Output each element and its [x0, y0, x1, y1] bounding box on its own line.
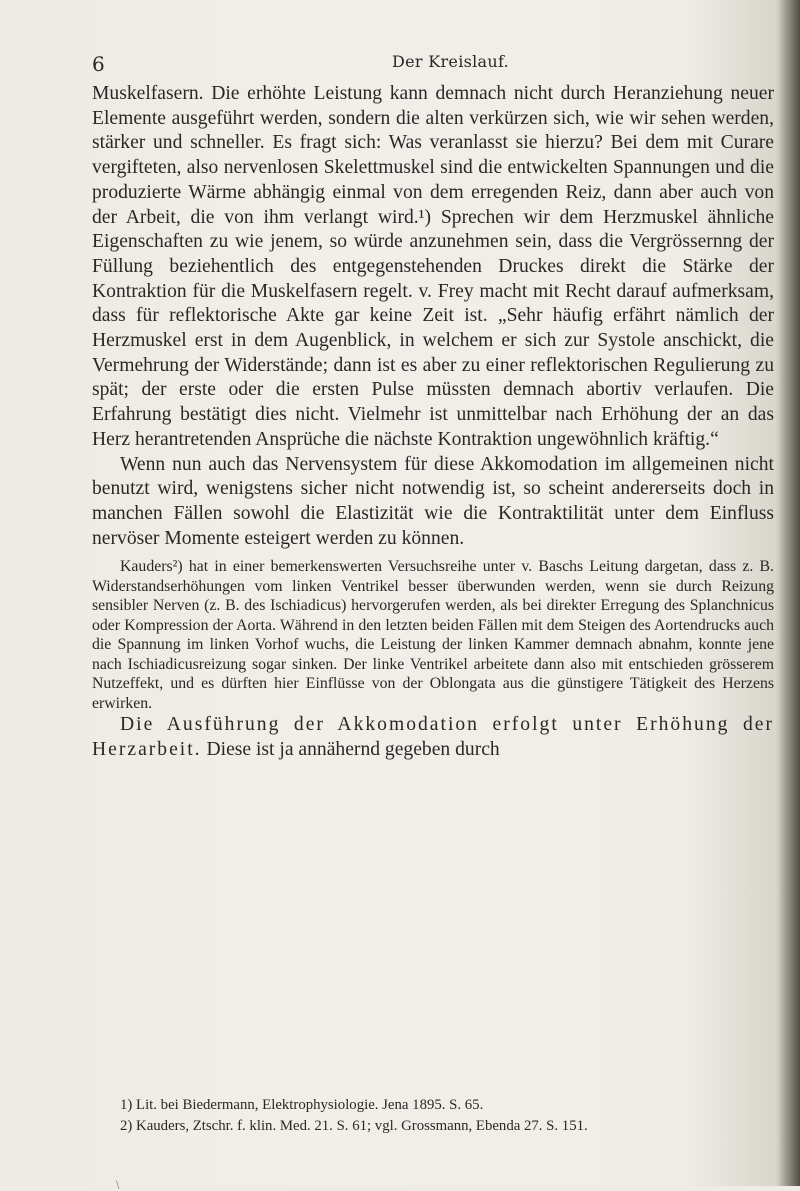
- small-print-paragraph: Kauders²) hat in einer bemerkenswerten Versuchsreihe unter v. Baschs Leitung dargetan, dass z. B. Widerstandserhöhungen vom linken Ventrikel besser überwunden werden, wenn sie durch Reizung sensibler Nerven (z. B. des Ischiadicus) hervorgerufen werden, als bei direkter Erregung des Splanchnicus oder Kompression der Aorta. Während in den letzten beiden Fällen mit dem Steigen des Aortendrucks auch die Spannung im linken Vorhof wuchs, die Leistung der linken Kammer demnach abnahm, konnte jene nach Ischiadicusreizung sogar sinken. Der linke Ventrikel arbeitete dann also mit entschieden grösserem Nutzeffekt, und es dürften hier Einflüsse von der Oblongata aus die günstigere Tätigkeit des Herzens erwirken.: [92, 558, 774, 712]
- footnote-1: 1) Lit. bei Biedermann, Elektrophysiologie. Jena 1895. S. 65.: [120, 1097, 484, 1113]
- paragraph-3: [92, 713, 774, 762]
- paragraph-3-rest: Diese ist ja annähernd gegeben durch: [201, 739, 500, 761]
- footnotes: [92, 1095, 774, 1137]
- page-edge-shadow: [778, 0, 800, 1186]
- stray-mark: \: [116, 1180, 120, 1191]
- paragraph-2: Wenn nun auch das Nervensystem für diese Akkomodation im allgemeinen nicht benutzt wird, wenigstens sicher nicht notwendig ist, so scheint andererseits doch in manchen Fällen sowohl die Elastizität wie die Kontraktilität unter dem Einfluss nervöser Momente esteigert werden zu können.: [92, 453, 774, 549]
- page-header: [92, 52, 732, 76]
- body-text: [92, 82, 774, 763]
- page-number: 6: [92, 52, 105, 76]
- running-head: Der Kreislauf.: [392, 52, 510, 71]
- paragraph-1: Muskelfasern. Die erhöhte Leistung kann demnach nicht durch Heranziehung neuer Elemente ausgeführt werden, sondern die alten verkürzen sich, wie wir sehen werden, stärker und schneller. Es fragt sich: Was veranlasst sie hierzu? Bei dem mit Curare vergifteten, also nervenlosen Skelettmuskel sind die entwickelten Spannungen und die produzierte Wärme abhängig einmal von dem erregenden Reiz, dann aber auch von der Arbeit, die von ihm verlangt wird.¹) Sprechen wir dem Herzmuskel ähnliche Eigenschaften zu wie jenem, so würde anzunehmen sein, dass die Vergrössernng der Füllung beziehentlich des entgegenstehenden Druckes direkt die Stärke der Kontraktion für die Muskelfasern regelt. v. Frey macht mit Recht darauf aufmerksam, dass für reflektorische Akte gar keine Zeit ist. „Sehr häufig erfährt nämlich der Herzmuskel erst in dem Augenblick, in welchem er sich zur Systole anschickt, die Vermehrung der Widerstände; dann ist es aber zu einer reflektorischen Regulierung zu spät; der erste oder die ersten Pulse müssten demnach abortiv verlaufen. Die Erfahrung bestätigt dies nicht. Vielmehr ist unmittelbar nach Erhöhung der an das Herz herantretenden Ansprüche die nächste Kontraktion ungewöhnlich kräftig.“: [92, 83, 774, 450]
- footnote-2: 2) Kauders, Ztschr. f. klin. Med. 21. S. 61; vgl. Grossmann, Ebenda 27. S. 151.: [120, 1118, 588, 1134]
- spaced-emphasis: Die Ausführung der Akkomodation erfolgt unter Erhöhung der Herzarbeit.: [92, 714, 774, 761]
